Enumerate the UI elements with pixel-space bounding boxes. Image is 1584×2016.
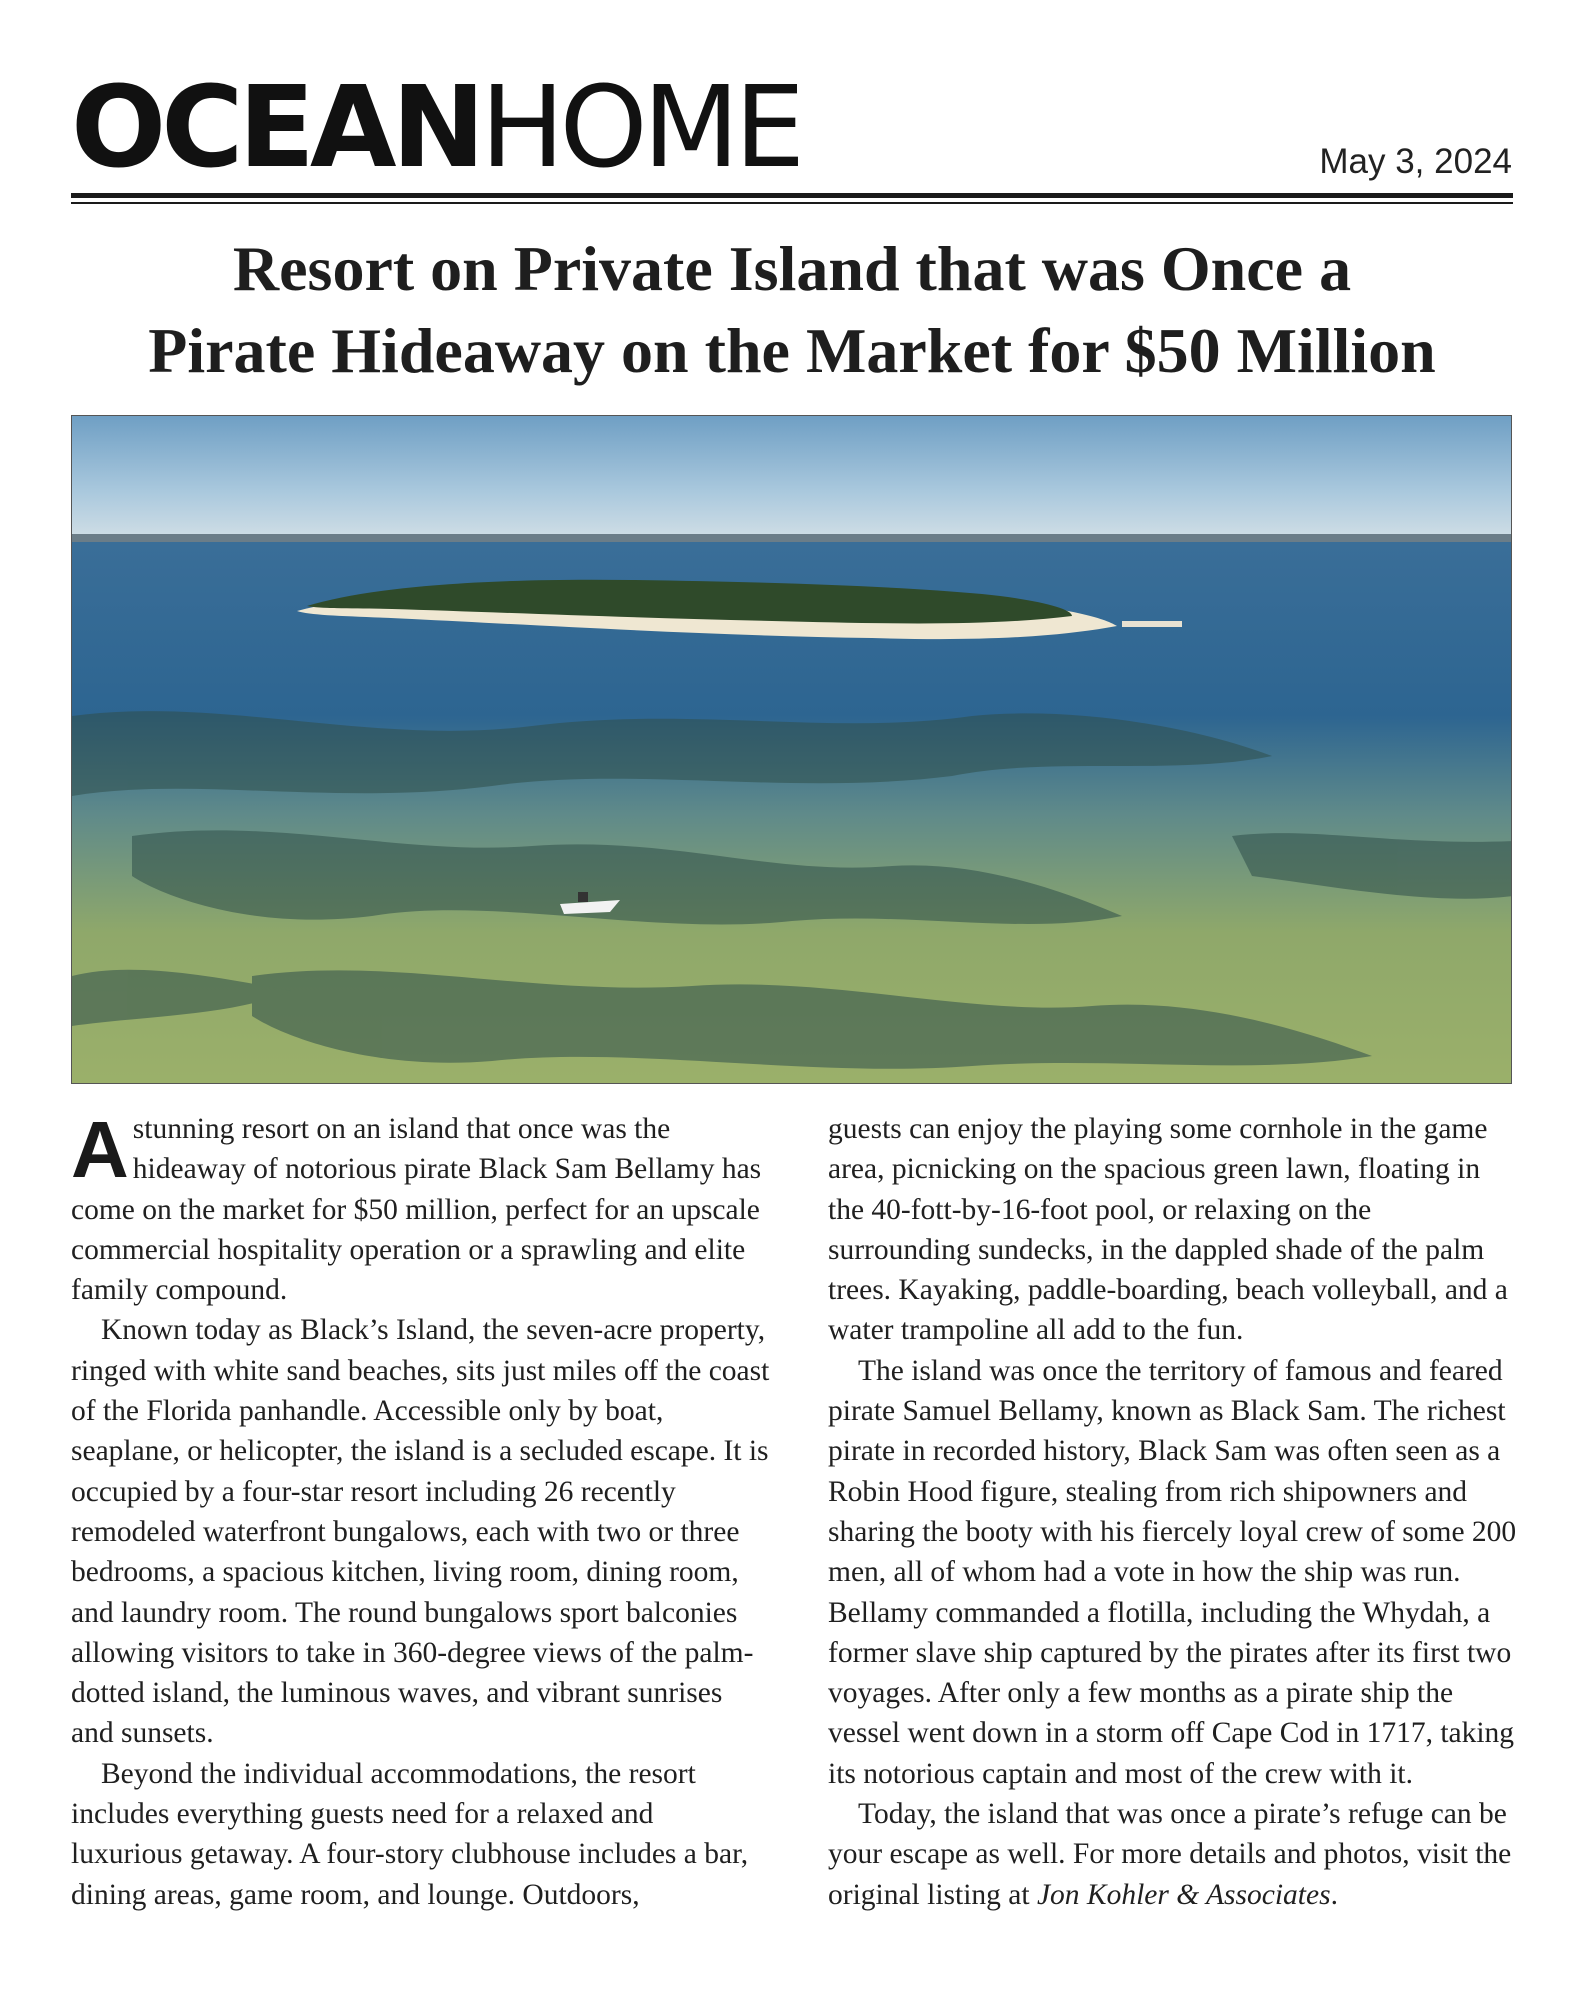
headline-line-1: Resort on Private Island that was Once a: [232, 233, 1352, 304]
article-column-right: [828, 1109, 1518, 1915]
masthead-home: HOME: [480, 63, 801, 193]
paragraph-5: [828, 1794, 1518, 1915]
island-aerial-photo: [71, 415, 1512, 1084]
paragraph-5-end: .: [1330, 1878, 1338, 1911]
drop-cap: A: [71, 1105, 129, 1194]
paragraph-3-continued: guests can enjoy the playing some cornhole in the game area, picnicking on the spacious green lawn, floating in the 40-fott-by-16-foot pool, or relaxing on the surrounding sundecks, in the dappled shade of the palm trees. Kayaking, paddle-boarding, beach volleyball, and a water trampoline all add to the fun.: [828, 1113, 1508, 1347]
sky: [72, 416, 1512, 541]
publication-date: May 3, 2024: [1319, 142, 1512, 181]
masthead-logo: [71, 63, 801, 193]
header-rule-thin: [71, 202, 1513, 204]
article-column-left: [71, 1105, 771, 1915]
paragraph-5-text: Today, the island that was once a pirate’s refuge can be your escape as well. For more details and photos, visit the original listing at: [828, 1798, 1512, 1911]
article-headline: [40, 228, 1544, 392]
masthead-ocean: OCEAN: [71, 63, 481, 193]
listing-credit: Jon Kohler & Associates: [1036, 1878, 1331, 1911]
paragraph-1: [71, 1105, 771, 1310]
paragraph-3: Beyond the individual accommodations, the resort includes everything guests need for a relaxed and luxurious getaway. A four-story clubhouse includes a bar, dining areas, game room, and lounge. Outdoors,: [71, 1757, 749, 1911]
header-rule-thick: [71, 193, 1513, 198]
paragraph-4: The island was once the territory of famous and feared pirate Samuel Bellamy, known as Black Sam. The richest pirate in recorded history, Black Sam was often seen as a Robin Hood figure, stealing from rich shipowners and sharing the booty with his fiercely loyal crew of some 200 men, all of whom had a vote in how the ship was run. Bellamy commanded a flotilla, including the Whydah, a former slave ship captured by the pirates after its first two voyages. After only a few months as a pirate ship the vessel went down in a storm off Cape Cod in 1717, taking its notorious captain and most of the crew with it.: [828, 1354, 1517, 1790]
paragraph-1-text: stunning resort on an island that once was the hideaway of notorious pirate Black Sam Bellamy has come on the market for $50 million, perfect for an upscale commercial hospitality operation or a sprawling and elite family compound.: [71, 1113, 762, 1307]
headline-line-2: Pirate Hideaway on the Market for $50 Million: [148, 315, 1436, 386]
paragraph-2: Known today as Black’s Island, the seven-acre property, ringed with white sand beaches, sits just miles off the coast of the Florida panhandle. Accessible only by boat, seaplane, or helicopter, the island is a secluded escape. It is occupied by a four-star resort including 26 recently remodeled waterfront bungalows, each with two or three bedrooms, a spacious kitchen, living room, dining room, and laundry room. The round bungalows sport balconies allowing visitors to take in 360-degree views of the palm-dotted island, the luminous waves, and vibrant sunrises and sunsets.: [71, 1314, 770, 1750]
